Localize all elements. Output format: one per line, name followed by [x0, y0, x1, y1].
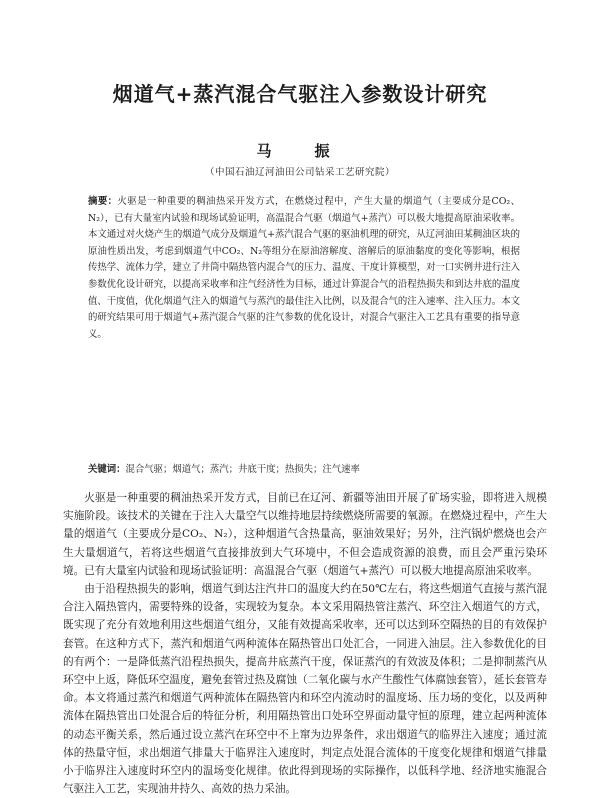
- body-paragraph: 由于沿程热损失的影响，烟道气到达注汽井口的温度大约在50℃左右，将这些烟道气直接与蒸汽混合注入隔热管内，需要特殊的设备，实现较为复杂。本文采用隔热管注蒸汽、环空注入烟道气的方式，既实现了充分有效地利用这些烟道气组分，又能有效提高采收率，还可以达到环空隔热的目的有效保护套管。在这种方式下，蒸汽和烟道气两种流体在隔热管出口处汇合，一同进入油层。注入参数优化的目的有两个：一是降低蒸汽沿程热损失，提高井底蒸汽干度，保证蒸汽的有效波及体积；二是抑制蒸汽从环空中上返，降低环空温度，避免套管过热及腐蚀（二氧化碳与水产生酸性气体腐蚀套管），延长套管寿命。本文将通过蒸汽和烟道气两种流体在隔热管内和环空内流动时的温度场、压力场的变化，以及两种流体在隔热管出口处混合后的特征分析，利用隔热管出口处环空界面动量守恒的原理，建立起两种流体的动态平衡关系，然后通过设立蒸汽在环空中不上窜为边界条件，求出烟道气的临界注入速度；通过流体的热量守恒，求出烟道气排量大于临界注入速度时，判定点处混合流体的干度变化规律和烟道气排量小于临界注入速度时环空内的温场变化规律。依此得到现场的实际操作，以低科学地、经济地实施混合气驱注入工艺，实现油井持久、高效的热力采油。: [63, 583, 547, 796]
- keywords-label: 关键词：: [88, 464, 126, 475]
- abstract-label: 摘要：: [88, 196, 118, 207]
- abstract: [88, 194, 520, 343]
- keywords-text: 混合气驱；烟道气；蒸汽；井底干度；热损失；注气速率: [125, 464, 360, 475]
- author-name: 马 振: [256, 142, 344, 160]
- abstract-text: 火驱是一种重要的稠油热采开发方式，在燃烧过程中，产生大量的烟道气（主要成分是CO₂、N₂），已有大量室内试验和现场试验证明，高温混合气驱（烟道气+蒸汽）可以极大地提高原油采收率。本文通过对火烧产生的烟道气成分及烟道气+蒸汽混合气驱的驱油机理的研究，从辽河油田某稠油区块的原油性质出发，考虑到烟道气中CO₂、N₂等组分在原油溶解度、溶解后的原油黏度的变化等影响，根据传热学、流体力学，建立了井筒中隔热管内混合气的压力、温度、干度计算模型，对一口实例井进行注入参数优化设计研究，以提高采收率和注气经济性为目标，通过计算混合气的沿程热损失和到达井底的温度值、干度值，优化烟道气注入的烟道气与蒸汽的最佳注入比例，以及混合气的注入速率、注入压力。本文的研究结果可用于烟道气+蒸汽混合气驱的注气参数的优化设计，对混合气驱注入工艺具有重要的指导意义。: [88, 196, 520, 340]
- author-affiliation: （中国石油辽河油田公司钻采工艺研究院）: [204, 167, 395, 178]
- keywords: [88, 462, 520, 478]
- body-text: [63, 489, 547, 798]
- body-paragraph: 火驱是一种重要的稠油热采开发方式，目前已在辽河、新疆等油田开展了矿场实验，即将进入规模实施阶段。该技术的关键在于注入大量空气以维持地层持续燃烧所需要的氧源。在燃烧过程中，产生大量的烟道气（主要成分是CO₂、N₂），这种烟道气含热量高，驱油效果好；另外，注汽锅炉燃烧也会产生大量烟道气，若将这些烟道气直接排放到大气环境中，不但会造成资源的浪费，而且会严重污染环境。已有大量室内试验和现场试验证明：高温混合气驱（烟道气+蒸汽）可以极大地提高原油采收率。: [63, 492, 547, 577]
- paper-title: 烟道气+蒸汽混合气驱注入参数设计研究: [112, 82, 488, 106]
